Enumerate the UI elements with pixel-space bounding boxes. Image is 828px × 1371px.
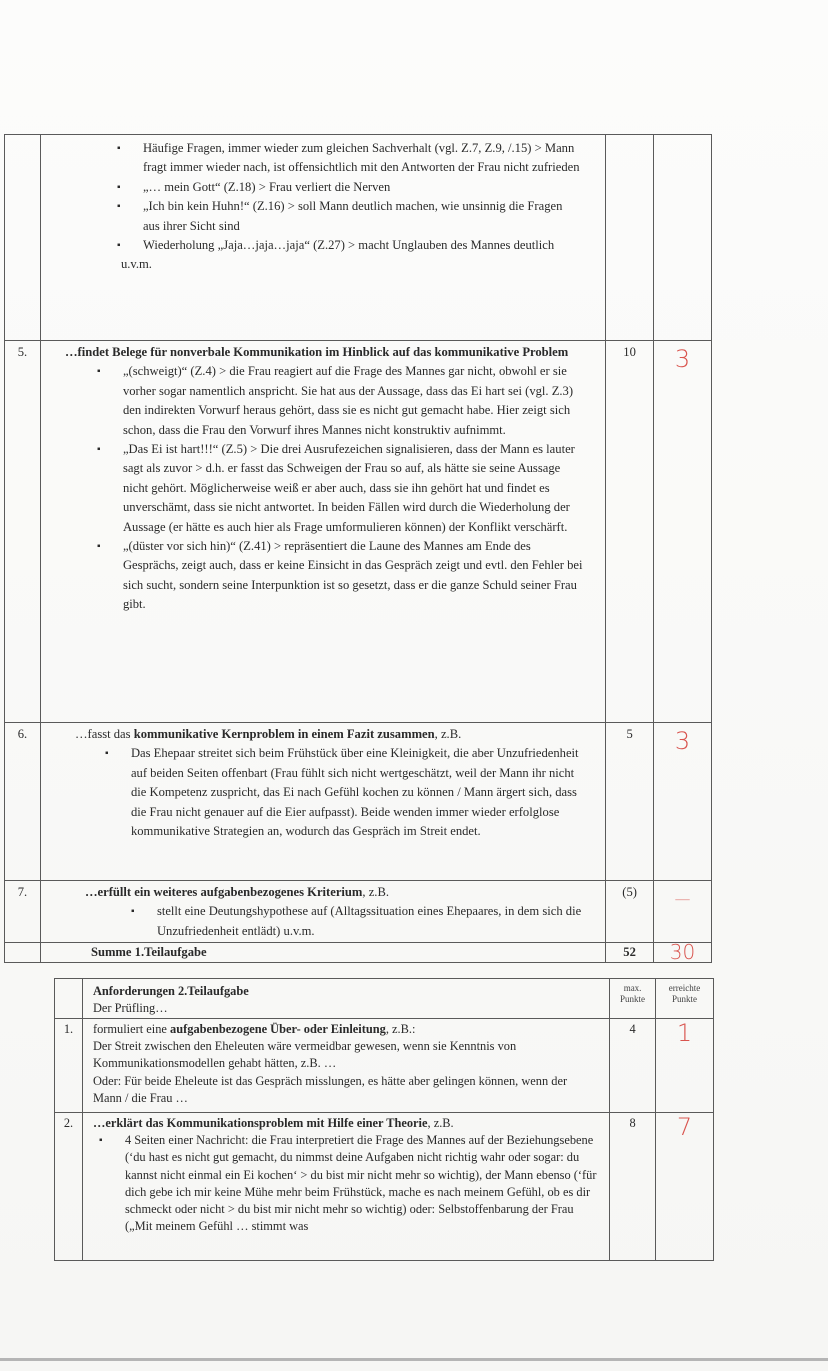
table-row <box>55 1019 714 1113</box>
handwritten-score: 7 <box>676 1113 693 1141</box>
list-item: ▪ „(schweigt)“ (Z.4) > die Frau reagiert auf die Frage des Mannes gar nicht, obwohl er sie vorher sogar namentlich anspricht. Sie hat aus der Aussage, dass das Ei hart sei (vgl. Z.3) den indirekten Vorwurf heraus gehört, dass sie es nicht gut gemacht habe. Hier zeigt sich schon, dass die Frau den Vorwurf ihres Mannes nicht konstruktiv aufnimmt. <box>123 362 585 440</box>
criteria-bullet-list <box>65 362 585 614</box>
table-row <box>5 341 712 723</box>
column-header-max-points: max. Punkte <box>610 979 656 1019</box>
list-item: ▪ Das Ehepaar streitet sich beim Frühstück über eine Kleinigkeit, die aber Unzufriedenheit auf beiden Seiten offenbart (Frau fühlt sich nicht wertgeschätzt, weil der Mann ihr nicht die Kompetenz zuspricht, das Ei nach Gefühl kochen zu können / Mann ärgert sich, dass die Frau nicht genauer auf die Eier aufpasst). Beide wenden immer wieder erfolglose kommunikative Strategien an, wodurch das Gespräch im Streit endet. <box>131 744 585 841</box>
table-row-continuation <box>5 135 712 341</box>
row-number: 1. <box>55 1019 83 1113</box>
max-points: 4 <box>610 1019 656 1113</box>
list-item: ▪ „Das Ei ist hart!!!“ (Z.5) > Die drei Ausrufezeichen signalisieren, dass der Mann es lauter sagt als zuvor > d.h. er fasst das Schweigen der Frau so auf, als hätte sie seine Aussage nicht gehört. Möglicherweise weiß er aber auch, dass sie ihn gehört hat und findet es unverschämt, dass sie nicht antwortet. In beiden Fällen wird durch die Wiederholung der Aussage (er hätte es auch hier als Frage umformulieren können) der Konflikt verschärft. <box>123 440 585 537</box>
table-row <box>55 1113 714 1261</box>
criteria-bullet-list <box>75 744 585 841</box>
handwritten-score: 3 <box>674 727 691 755</box>
list-item: ▪ „(düster vor sich hin)“ (Z.41) > repräsentiert die Laune des Mannes am Ende des Gesprächs, zeigt auch, dass er keine Einsicht in das Gespräch zeigt und evtl. den Fehler bei sich sucht, sondern seine Interpunktion ist so gesetzt, dass er die ganze Schuld seiner Frau gibt. <box>123 537 585 615</box>
max-points: 5 <box>606 723 654 881</box>
grading-table-part2 <box>54 978 714 1261</box>
max-points: 8 <box>610 1113 656 1261</box>
table-row <box>5 881 712 943</box>
max-points: 10 <box>606 341 654 723</box>
handwritten-score: 3 <box>674 345 691 373</box>
section-title: Anforderungen 2.Teilaufgabe <box>92 984 249 998</box>
list-item: ▪ „Ich bin kein Huhn!“ (Z.16) > soll Mann deutlich machen, wie unsinnig die Fragen aus ihrer Sicht sind <box>143 197 581 236</box>
criteria-bullet-list <box>85 902 593 941</box>
etc-note: u.v.m. <box>120 257 152 272</box>
table-row-sum <box>5 943 712 963</box>
criteria-bullet-list <box>93 1132 603 1235</box>
criterion-heading: …erfüllt ein weiteres aufgabenbezogenes Kriterium, z.B. <box>84 885 389 899</box>
achieved-points-cell <box>654 135 712 341</box>
page-bottom-edge <box>0 1358 828 1361</box>
criterion-heading: …findet Belege für nonverbale Kommunikation im Hinblick auf das kommunikative Problem <box>64 345 569 359</box>
criterion-heading: formuliert eine aufgabenbezogene Über- oder Einleitung, z.B.: <box>92 1022 416 1036</box>
row-number: 6. <box>5 723 41 881</box>
table-header-row <box>55 979 714 1019</box>
grading-table-part1 <box>4 134 712 963</box>
criterion-heading: …erklärt das Kommunikationsproblem mit Hilfe einer Theorie, z.B. <box>92 1116 454 1130</box>
row-number: 7. <box>5 881 41 943</box>
column-header-achieved-points: erreichte Punkte <box>656 979 714 1019</box>
table-row <box>5 723 712 881</box>
criteria-bullet-list <box>121 139 581 255</box>
list-item: ▪ Häufige Fragen, immer wieder zum gleichen Sachverhalt (vgl. Z.7, Z.9, /.15) > Mann fragt immer wieder nach, ist offensichtlich mit den Antworten der Frau nicht zufrieden <box>143 139 581 178</box>
handwritten-score: 1 <box>676 1019 693 1047</box>
list-item: ▪ „… mein Gott“ (Z.18) > Frau verliert die Nerven <box>143 178 581 197</box>
list-item: ▪ Wiederholung „Jaja…jaja…jaja“ (Z.27) > macht Unglauben des Mannes deutlich <box>143 236 581 255</box>
row-number: 2. <box>55 1113 83 1261</box>
sum-max-points: 52 <box>623 945 636 959</box>
handwritten-sum-score: 30 <box>669 940 696 964</box>
example-text: Oder: Für beide Eheleute ist das Gespräch misslungen, es hätte aber gelingen können, wenn der Mann / die Frau … <box>92 1073 568 1105</box>
max-points: (5) <box>606 881 654 943</box>
list-item: ▪ 4 Seiten einer Nachricht: die Frau interpretiert die Frage des Mannes auf der Beziehungsebene (‘du hast es nicht gut gemacht, du nimmst deine Aufgaben nicht richtig wahr oder sogar: du kannst nicht einmal ein Ei kochen‘ > du bist mir nicht mehr so wichtig), der Mann ebenso (‘für dich gebe ich mir keine Mühe mehr beim Frühstück, mache es nach meinem Gefühl, ob es dir schmeckt oder nicht > du bist mir nicht mehr so wichtig) oder: Selbstoffenbarung der Frau („Mit meinem Gefühl … stimmt was <box>125 1132 603 1235</box>
handwritten-score: — <box>674 889 691 908</box>
row-number: 5. <box>5 341 41 723</box>
sum-label: Summe 1.Teilaufgabe <box>90 945 207 959</box>
max-points-cell <box>606 135 654 341</box>
list-item: ▪ stellt eine Deutungshypothese auf (Alltagssituation eines Ehepaares, in dem sich die Unzufriedenheit entlädt) u.v.m. <box>157 902 593 941</box>
criterion-heading: …fasst das kommunikative Kernproblem in einem Fazit zusammen, z.B. <box>74 727 462 741</box>
section-subtitle: Der Prüfling… <box>92 1001 168 1016</box>
example-text: Der Streit zwischen den Eheleuten wäre vermeidbar gewesen, wenn sie Kenntnis von Kommunikationsmodellen gehabt hätten, z.B. … <box>92 1039 517 1071</box>
row-number-cell <box>5 135 41 341</box>
